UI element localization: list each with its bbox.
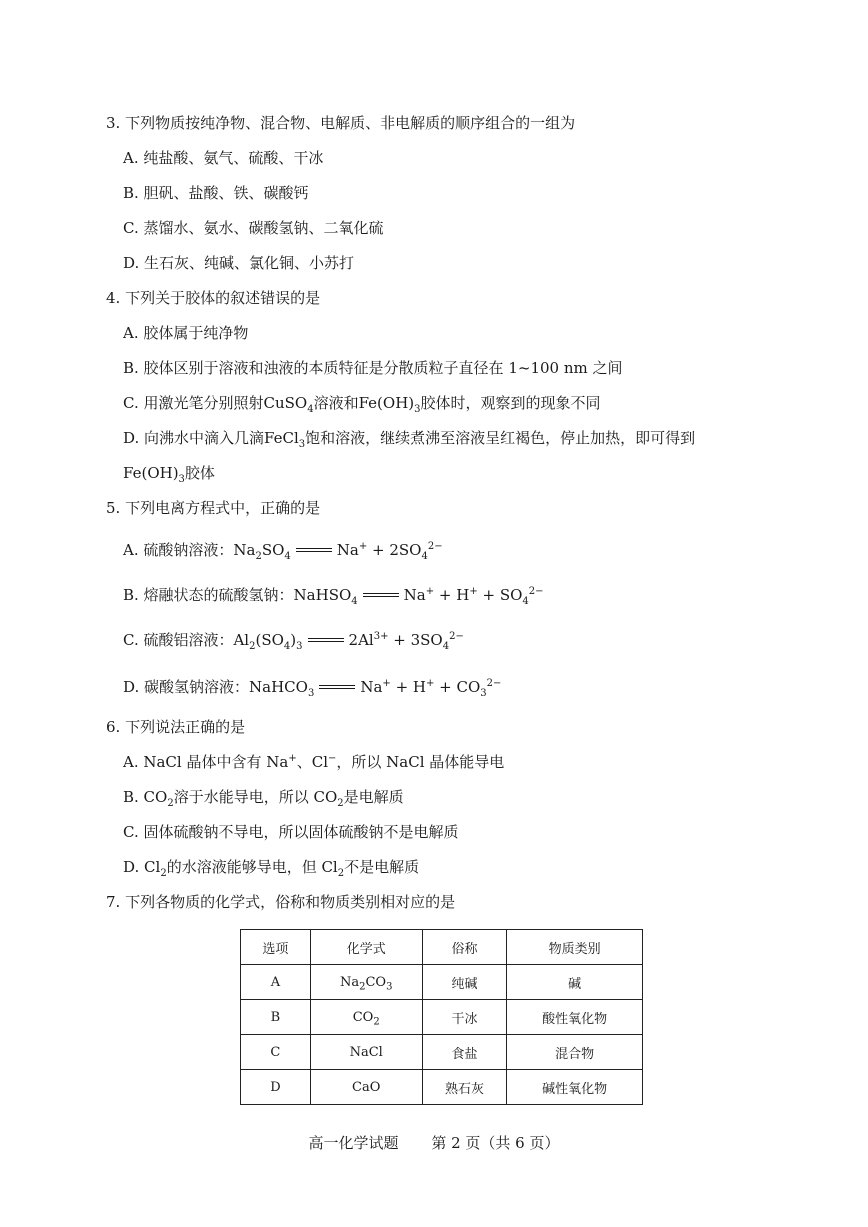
q4d2-post: 胶体 — [184, 464, 215, 482]
category-cell: 碱性氧化物 — [507, 1070, 643, 1105]
q6d-mid: 的水溶液能够导电，但 Cl — [166, 858, 338, 876]
q5b-r2sup: + — [469, 586, 478, 597]
q5d-r2sup: + — [425, 678, 435, 689]
q5c-sub1: 2 — [249, 641, 256, 652]
q5c-label: C. 硫酸铝溶液：Al — [123, 631, 250, 649]
q5c-r2sup: 2− — [449, 631, 464, 642]
question-4-option-c — [123, 393, 601, 413]
option-cell: A — [241, 965, 311, 1000]
q5a-label: A. 硫酸钠溶液：Na — [123, 541, 256, 559]
formula-cell — [310, 1000, 422, 1035]
equals-sign — [296, 547, 332, 555]
formula-cell: NaCl — [310, 1035, 422, 1070]
table-row — [241, 1000, 643, 1035]
question-5-stem: 5. 下列电离方程式中，正确的是 — [106, 499, 321, 517]
formula-part: Na — [339, 974, 360, 990]
formula-sub: 2 — [359, 981, 366, 993]
q5c-r2: + 3SO — [388, 631, 443, 649]
table-header-row — [241, 930, 643, 965]
question-5-option-d — [123, 677, 501, 697]
q4c-pre: C. 用激光笔分别照射CuSO — [123, 394, 308, 412]
q5c-sub2: 4 — [283, 641, 291, 652]
formula-part: CO — [352, 1009, 374, 1025]
q4c-sub1: 4 — [307, 404, 314, 415]
q6b-sub1: 2 — [167, 798, 174, 809]
question-3-option-c: C. 蒸馏水、氨水、碳酸氢钠、二氧化硫 — [123, 219, 384, 237]
q5a-sub1: 2 — [255, 551, 262, 562]
question-6-option-c: C. 固体硫酸钠不导电，所以固体硫酸钠不是电解质 — [123, 823, 459, 841]
q5b-r3: + SO — [477, 586, 523, 604]
q5d-r3sup: 2− — [486, 678, 502, 689]
q6a-pre: A. NaCl 晶体中含有 Na — [123, 753, 289, 771]
question-5-option-a — [123, 540, 443, 560]
q5b-r1sup: + — [425, 586, 435, 597]
page-footer — [0, 1132, 868, 1153]
question-4-option-d — [123, 428, 695, 448]
option-cell: D — [241, 1070, 311, 1105]
q5a-r2sub: 4 — [421, 551, 428, 562]
q4c-sub2: 3 — [414, 404, 421, 415]
formula-sub: 2 — [373, 1016, 380, 1028]
q5c-r1: 2Al — [348, 631, 374, 649]
q6a-sup1: + — [288, 753, 297, 764]
question-6-option-b — [123, 787, 404, 807]
q5c-r1sup: 3+ — [373, 631, 389, 642]
question-3-stem: 3. 下列物质按纯净物、混合物、电解质、非电解质的顺序组合的一组为 — [106, 114, 576, 132]
q6a-sup2: − — [328, 753, 337, 764]
q5d-r1sup: + — [382, 678, 391, 689]
common-name-cell: 熟石灰 — [422, 1070, 507, 1105]
q5b-sub1: 4 — [351, 596, 358, 607]
table-header-cell: 化学式 — [310, 930, 422, 965]
equals-sign — [319, 684, 355, 692]
question-6-option-a — [123, 752, 504, 772]
question-4-option-a: A. 胶体属于纯净物 — [123, 324, 249, 342]
q5c-so: (SO — [255, 631, 284, 649]
q6d-sub2: 2 — [337, 868, 345, 879]
table-header-cell: 物质类别 — [507, 930, 643, 965]
q5d-r3sub: 3 — [480, 688, 487, 699]
category-cell: 酸性氧化物 — [507, 1000, 643, 1035]
q5b-r2: + H — [434, 586, 470, 604]
q4c-post: 胶体时，观察到的现象不同 — [420, 394, 601, 412]
q5d-r1: Na — [360, 678, 383, 696]
question-4-stem: 4. 下列关于胶体的叙述错误的是 — [106, 289, 321, 307]
q6b-post: 是电解质 — [343, 788, 404, 806]
q5c-r2sub: 4 — [442, 641, 450, 652]
q6d-pre: D. Cl — [123, 858, 161, 876]
q6d-post: 不是电解质 — [344, 858, 420, 876]
equals-sign — [363, 592, 399, 600]
q4d2-pre: Fe(OH) — [123, 464, 179, 482]
question-5-option-b — [123, 585, 544, 605]
q6b-sub2: 2 — [337, 798, 344, 809]
q5b-r1: Na — [403, 586, 426, 604]
q6b-mid: 溶于水能导电，所以 CO — [173, 788, 338, 806]
q5d-label: D. 碳酸氢钠溶液：NaHCO — [123, 678, 308, 696]
formula-cell — [310, 965, 422, 1000]
table-header-cell: 选项 — [241, 930, 311, 965]
q5a-sub2: 4 — [284, 551, 291, 562]
question-7-table — [240, 929, 643, 1105]
formula-sub: 3 — [386, 981, 393, 993]
common-name-cell: 纯碱 — [422, 965, 507, 1000]
q5a-r2: + 2SO — [367, 541, 422, 559]
table-row — [241, 1035, 643, 1070]
q4c-mid: 溶液和Fe(OH) — [313, 394, 415, 412]
question-3-option-a: A. 纯盐酸、氨气、硫酸、干冰 — [123, 149, 324, 167]
q6a-post: ，所以 NaCl 晶体能导电 — [336, 753, 505, 771]
formula-part: CO — [365, 974, 387, 990]
question-4-option-b: B. 胶体区别于溶液和浊液的本质特征是分散质粒子直径在 1~100 nm 之间 — [123, 359, 623, 377]
option-cell: C — [241, 1035, 311, 1070]
footer-title: 高一化学试题 — [308, 1134, 399, 1152]
question-4-option-d-continued — [123, 463, 215, 483]
q6d-sub1: 2 — [160, 868, 167, 879]
table-header-cell: 俗称 — [422, 930, 507, 965]
q5a-r2sup: 2− — [427, 541, 443, 552]
question-5-option-c — [123, 630, 464, 650]
q5d-sub1: 3 — [307, 688, 315, 699]
question-3-option-d: D. 生石灰、纯碱、氯化铜、小苏打 — [123, 254, 355, 272]
question-7-stem: 7. 下列各物质的化学式，俗称和物质类别相对应的是 — [106, 893, 456, 911]
q6a-mid: 、Cl — [296, 753, 328, 771]
q6b-pre: B. CO — [123, 788, 168, 806]
q4d2-sub1: 3 — [178, 474, 185, 485]
q4d-post: 饱和溶液，继续煮沸至溶液呈红褐色，停止加热，即可得到 — [305, 429, 696, 447]
table-row — [241, 1070, 643, 1105]
q5a-r1sup: + — [358, 541, 368, 552]
q4d-sub1: 3 — [298, 439, 306, 450]
q5b-r3sup: 2− — [528, 586, 544, 597]
formula-cell: CaO — [310, 1070, 422, 1105]
q5b-label: B. 熔融状态的硫酸氢钠：NaHSO — [123, 586, 352, 604]
question-6-stem: 6. 下列说法正确的是 — [106, 718, 246, 736]
q5c-sub3: 3 — [296, 641, 303, 652]
common-name-cell: 干冰 — [422, 1000, 507, 1035]
category-cell: 混合物 — [507, 1035, 643, 1070]
q5a-so: SO — [261, 541, 285, 559]
question-6-option-d — [123, 857, 419, 877]
q5d-r3: + CO — [434, 678, 481, 696]
q5a-r1: Na — [336, 541, 359, 559]
option-cell: B — [241, 1000, 311, 1035]
q5b-r3sub: 4 — [522, 596, 529, 607]
q5c-paren: ) — [290, 631, 297, 649]
equals-sign — [308, 637, 344, 645]
category-cell: 碱 — [507, 965, 643, 1000]
table-row — [241, 965, 643, 1000]
footer-page-number: 第 2 页（共 6 页） — [431, 1134, 560, 1152]
q5d-r2: + H — [390, 678, 426, 696]
q4d-pre: D. 向沸水中滴入几滴FeCl — [123, 429, 299, 447]
question-3-option-b: B. 胆矾、盐酸、铁、碳酸钙 — [123, 184, 309, 202]
common-name-cell: 食盐 — [422, 1035, 507, 1070]
